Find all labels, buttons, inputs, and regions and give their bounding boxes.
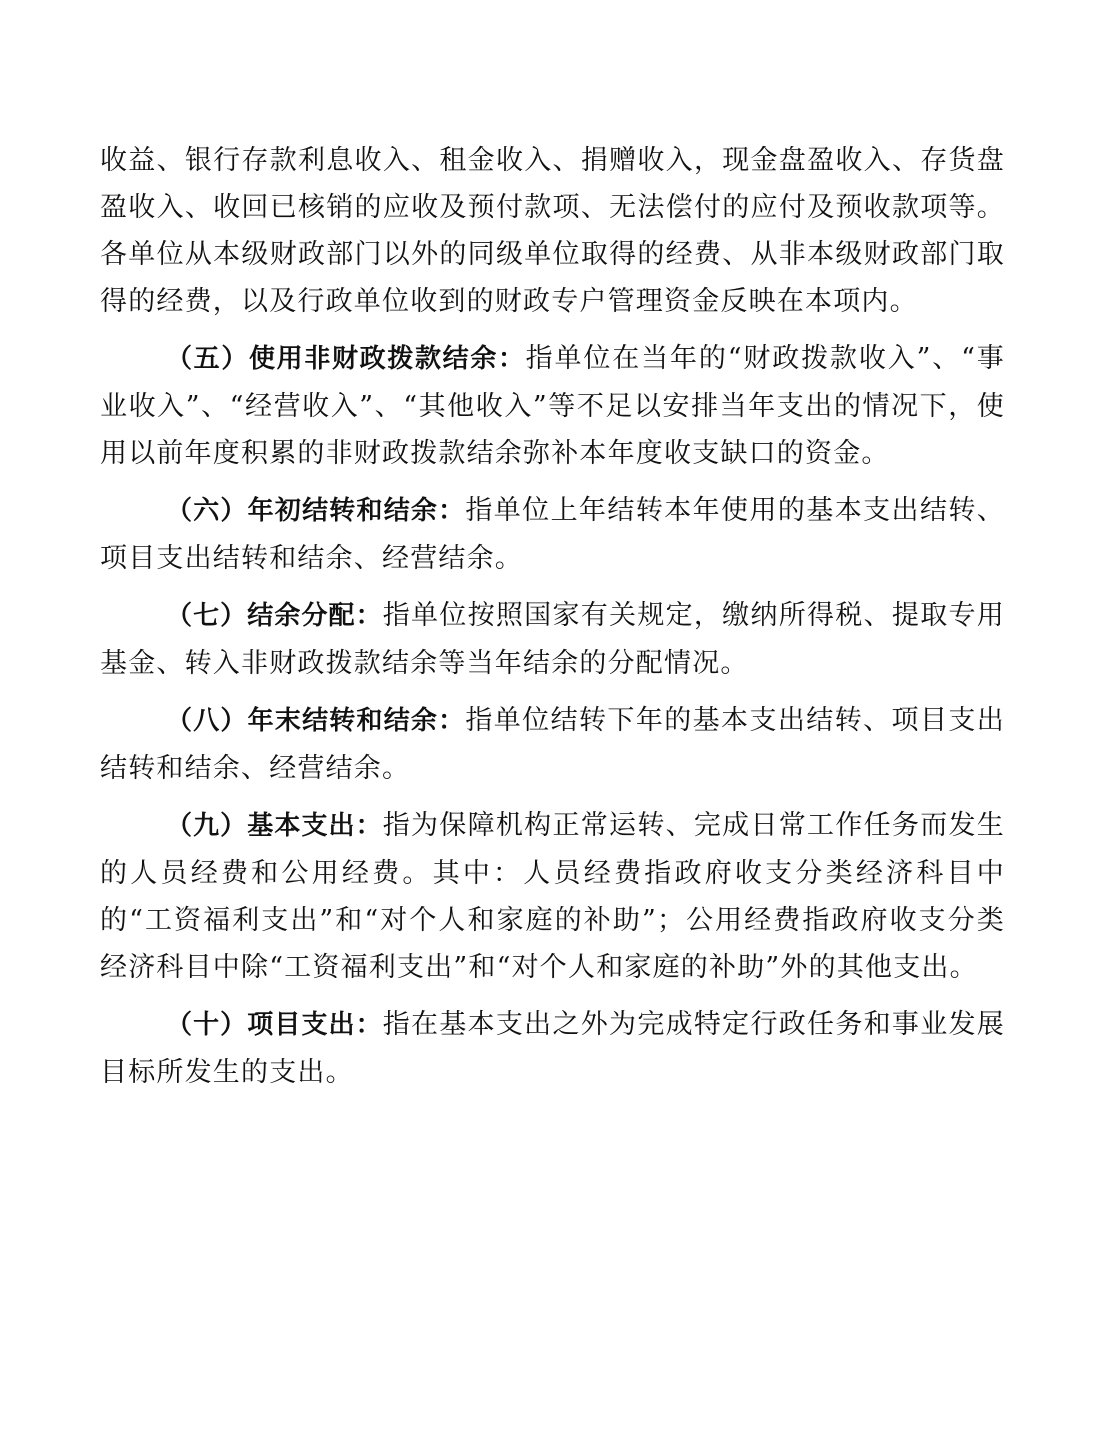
document-body	[100, 137, 1005, 1106]
paragraph-term: （八）年末结转和结余：	[166, 706, 466, 736]
paragraph-term: （九）基本支出：	[166, 811, 383, 841]
paragraph-term: （五）使用非财政拨款结余：	[166, 344, 526, 374]
paragraph-closing-carryover	[100, 697, 1005, 792]
paragraph-surplus-distribution	[100, 592, 1005, 687]
paragraph-project-expenditure	[100, 1001, 1005, 1096]
paragraph-text: 指为保障机构正常运转、完成日常工作任务而发生的人员经费和公用经费。其中：人员经费指政府收支分类经济科目中的“工资福利支出”和“对个人和家庭的补助”；公用经费指政府收支分类经济科目中除“工资福利支出”和“对个人和家庭的补助”外的其他支出。	[100, 810, 1005, 983]
paragraph-text: 指单位按照国家有关规定，缴纳所得税、提取专用基金、转入非财政拨款结余等当年结余的分配情况。	[100, 600, 1005, 679]
paragraph-basic-expenditure	[100, 802, 1005, 991]
paragraph-text: 指在基本支出之外为完成特定行政任务和事业发展目标所发生的支出。	[100, 1009, 1005, 1088]
paragraph-text: 收益、银行存款利息收入、租金收入、捐赠收入，现金盘盈收入、存货盘盈收入、收回已核销的应收及预付款项、无法偿付的应付及预收款项等。各单位从本级财政部门以外的同级单位取得的经费、从非本级财政部门取得的经费，以及行政单位收到的财政专户管理资金反映在本项内。	[100, 145, 1005, 317]
paragraph-continued-income	[100, 137, 1005, 325]
paragraph-opening-carryover	[100, 487, 1005, 582]
paragraph-term: （十）项目支出：	[166, 1010, 383, 1040]
paragraph-text: 指单位结转下年的基本支出结转、项目支出结转和结余、经营结余。	[100, 705, 1005, 784]
paragraph-text: 指单位在当年的“财政拨款收入”、“事业收入”、“经营收入”、“其他收入”等不足以安排当年支出的情况下，使用以前年度积累的非财政拨款结余弥补本年度收支缺口的资金。	[100, 343, 1005, 469]
paragraph-term: （七）结余分配：	[166, 601, 383, 631]
paragraph-text: 指单位上年结转本年使用的基本支出结转、项目支出结转和结余、经营结余。	[100, 495, 1005, 574]
paragraph-non-fiscal-surplus-use	[100, 335, 1005, 477]
paragraph-term: （六）年初结转和结余：	[166, 496, 466, 526]
